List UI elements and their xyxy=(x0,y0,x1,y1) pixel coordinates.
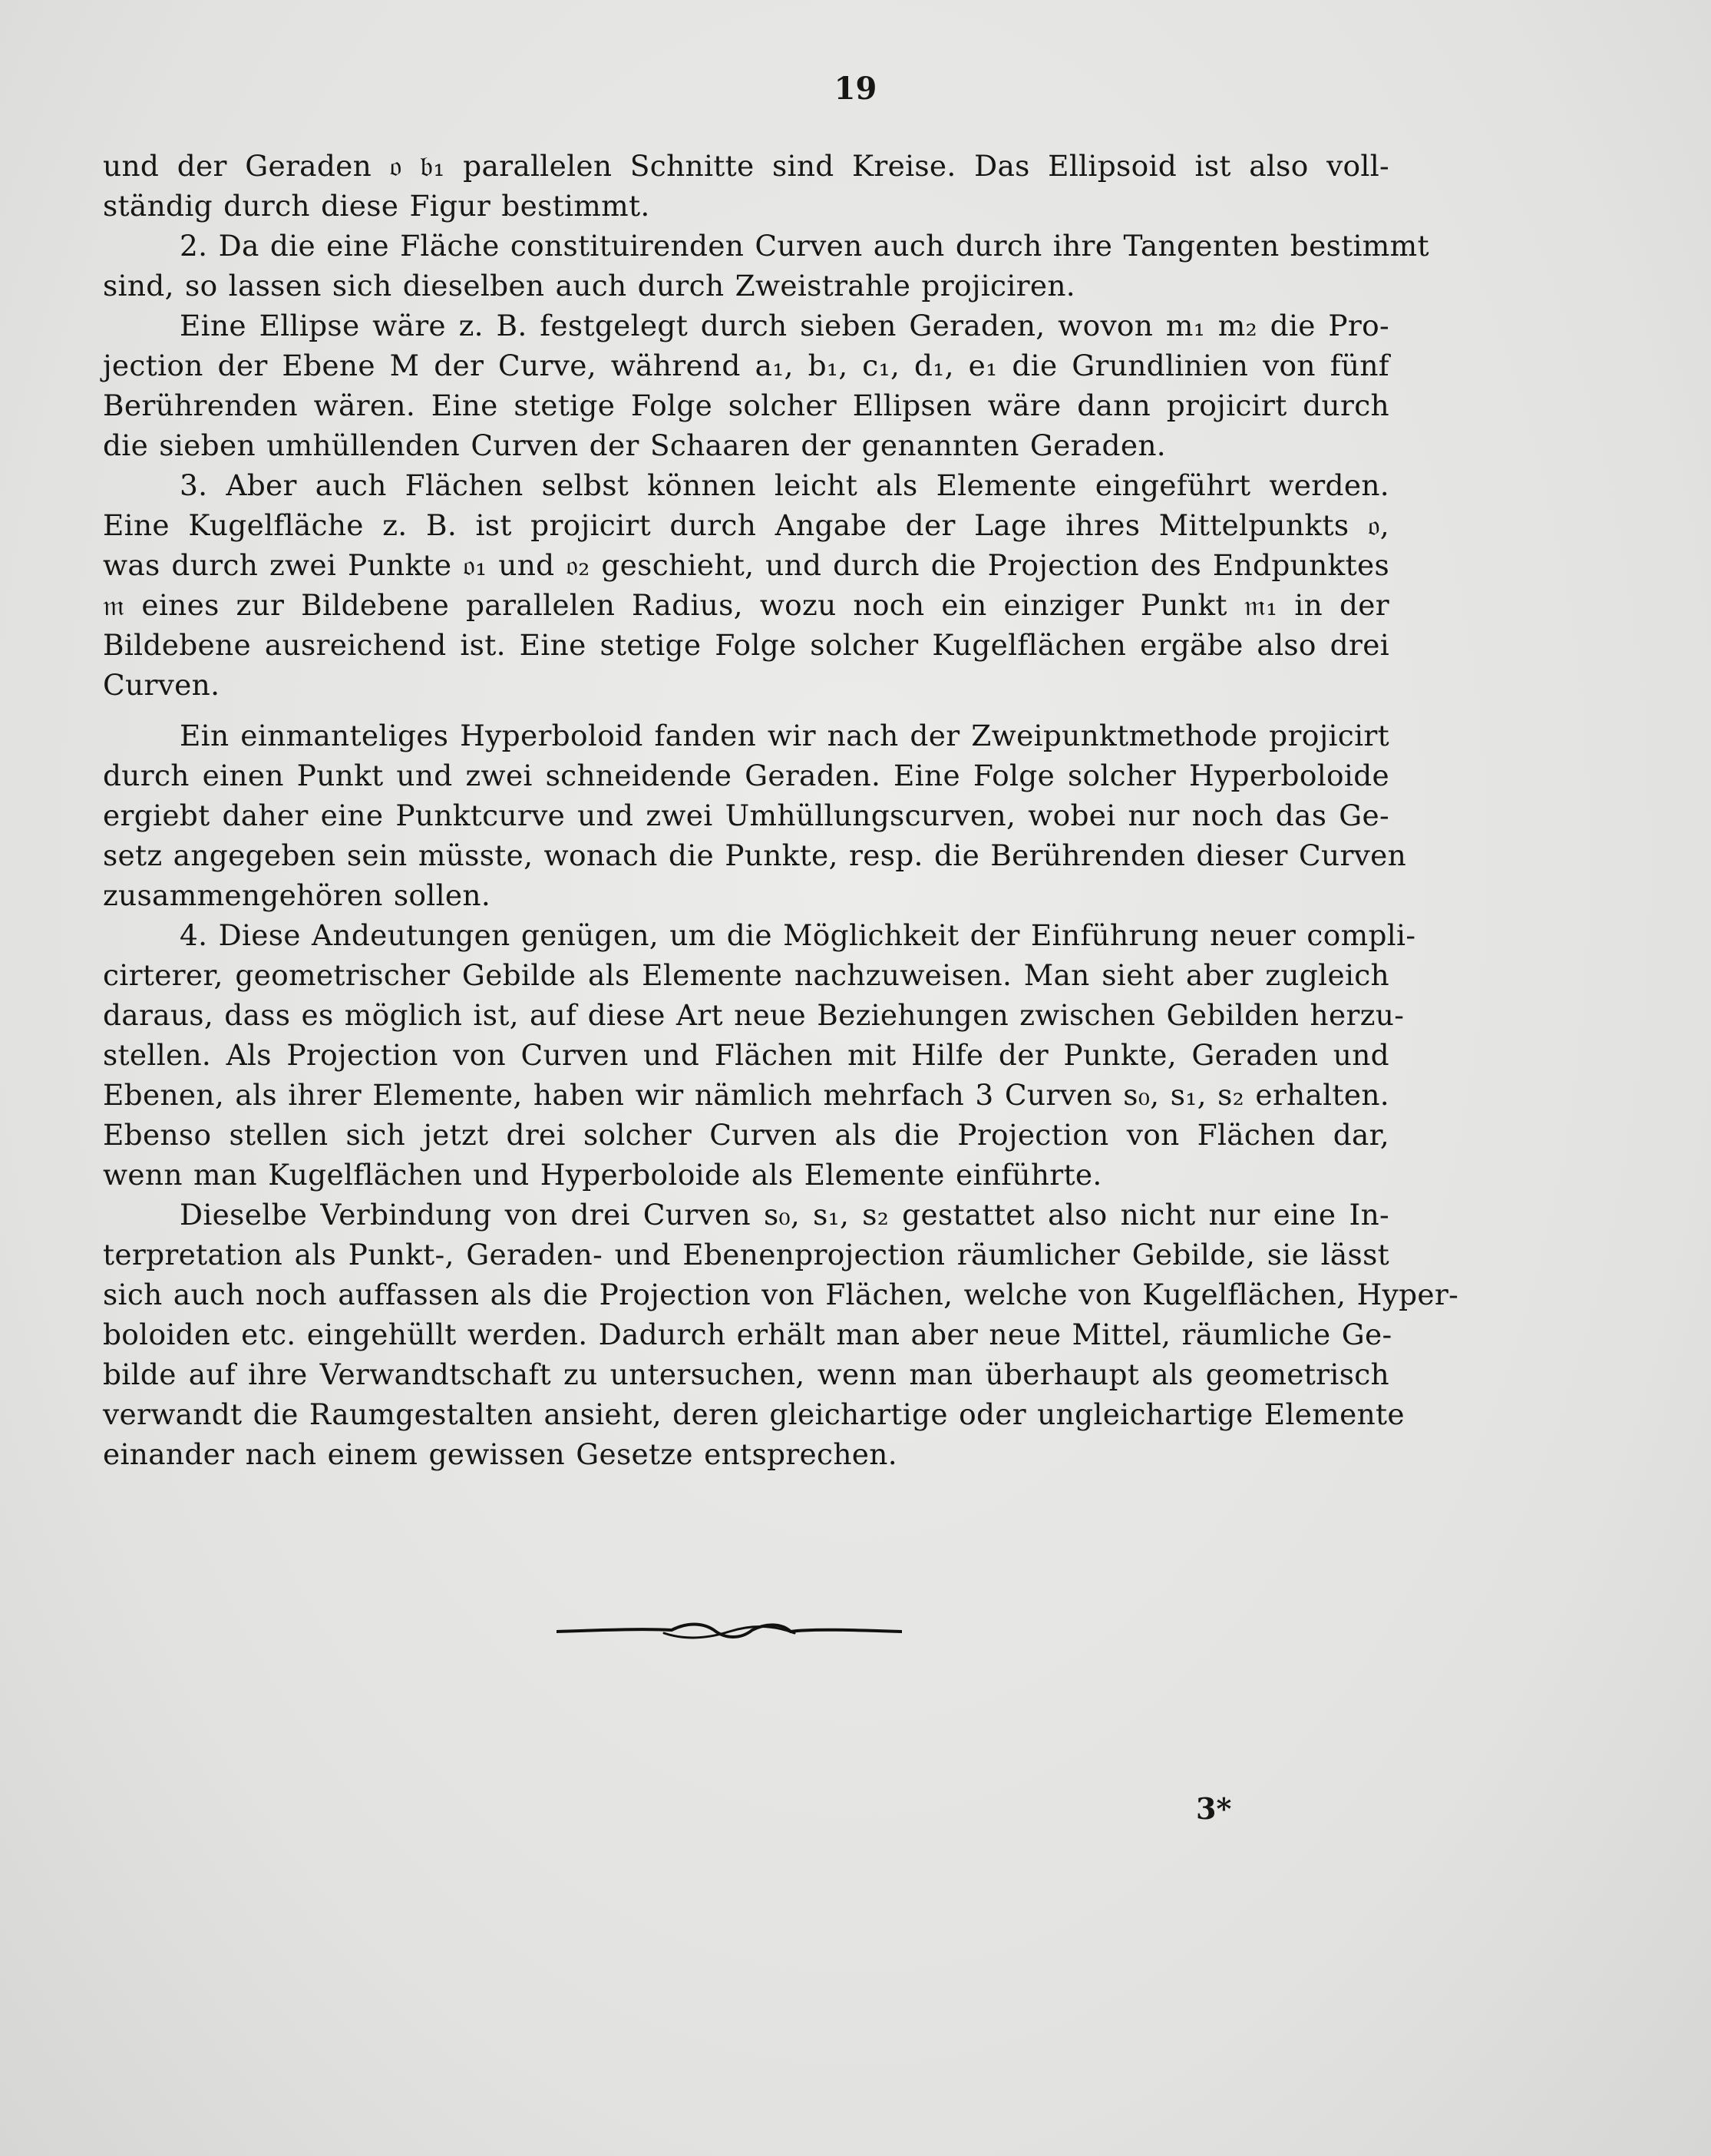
text-line: daraus, dass es möglich ist, auf diese Art neue Beziehungen zwischen Gebilden herzu- xyxy=(103,998,1405,1032)
text-line: bilde auf ihre Verwandtschaft zu untersuchen, wenn man überhaupt als geometrisch xyxy=(103,1357,1389,1391)
text-line: sind, so lassen sich dieselben auch durch Zweistrahle projiciren. xyxy=(103,269,1076,303)
body-text xyxy=(103,146,1459,1474)
text-line: jection der Ebene M der Curve, während a₁, b₁, c₁, d₁, e₁ die Grundlinien von fünf xyxy=(103,349,1389,382)
text-line: ständig durch diese Figur bestimmt. xyxy=(103,189,650,223)
text-line: sich auch noch auffassen als die Projection von Flächen, welche von Kugelflächen, Hyper- xyxy=(103,1278,1459,1311)
text-line: cirterer, geometrischer Gebilde als Elemente nachzuweisen. Man sieht aber zugleich xyxy=(103,958,1389,992)
text-line: was durch zwei Punkte 𝔬₁ und 𝔬₂ geschieht, und durch die Projection des Endpunktes xyxy=(103,548,1389,582)
text-line: Eine Kugelfläche z. B. ist projicirt durch Angabe der Lage ihres Mittelpunkts 𝔬, xyxy=(103,508,1389,542)
text-line: 3. Aber auch Flächen selbst können leicht als Elemente eingeführt werden. xyxy=(180,468,1389,502)
text-line: zusammengehören sollen. xyxy=(103,878,491,912)
text-line: und der Geraden 𝔬 𝔟₁ parallelen Schnitte sind Kreise. Das Ellipsoid ist also voll- xyxy=(103,149,1389,183)
text-line: Berührenden wären. Eine stetige Folge solcher Ellipsen wäre dann projicirt durch xyxy=(103,389,1389,422)
text-line: terpretation als Punkt-, Geraden- und Ebenenprojection räumlicher Gebilde, sie lässt xyxy=(103,1238,1389,1271)
text-line: wenn man Kugelflächen und Hyperboloide als Elemente einführte. xyxy=(103,1158,1102,1192)
paragraph-gap xyxy=(103,705,1389,716)
text-line: 4. Diese Andeutungen genügen, um die Möglichkeit der Einführung neuer compli- xyxy=(180,918,1416,952)
text-line: die sieben umhüllenden Curven der Schaaren der genannten Geraden. xyxy=(103,428,1167,462)
text-line: 𝔪 eines zur Bildebene parallelen Radius, wozu noch ein einziger Punkt 𝔪₁ in der xyxy=(103,588,1389,622)
text-line: Bildebene ausreichend ist. Eine stetige Folge solcher Kugelflächen ergäbe also drei xyxy=(103,628,1389,662)
text-line: boloiden etc. eingehüllt werden. Dadurch erhält man aber neue Mittel, räumliche Ge- xyxy=(103,1318,1392,1351)
text-line: Ebenso stellen sich jetzt drei solcher Curven als die Projection von Flächen dar, xyxy=(103,1118,1389,1152)
text-line: Ebenen, als ihrer Elemente, haben wir nämlich mehrfach 3 Curven s₀, s₁, s₂ erhalten. xyxy=(103,1078,1389,1112)
signature-mark: 3* xyxy=(1196,1791,1232,1826)
ornament-rule-icon xyxy=(557,1615,902,1648)
text-line: 2. Da die eine Fläche constituirenden Curven auch durch ihre Tangenten bestimmt xyxy=(180,229,1429,263)
text-line: Ein einmanteliges Hyperboloid fanden wir nach der Zweipunktmethode projicirt xyxy=(180,719,1389,752)
text-line: ergiebt daher eine Punktcurve und zwei Umhüllungscurven, wobei nur noch das Ge- xyxy=(103,799,1389,832)
text-line: durch einen Punkt und zwei schneidende Geraden. Eine Folge solcher Hyperboloide xyxy=(103,759,1389,792)
text-line: einander nach einem gewissen Gesetze entsprechen. xyxy=(103,1437,897,1471)
text-line: Dieselbe Verbindung von drei Curven s₀, s₁, s₂ gestattet also nicht nur eine In- xyxy=(180,1198,1389,1232)
page-number: 19 xyxy=(834,71,877,107)
text-line: stellen. Als Projection von Curven und Flächen mit Hilfe der Punkte, Geraden und xyxy=(103,1038,1389,1072)
text-line: Curven. xyxy=(103,668,220,702)
text-line: Eine Ellipse wäre z. B. festgelegt durch sieben Geraden, wovon m₁ m₂ die Pro- xyxy=(180,309,1389,342)
text-line: verwandt die Raumgestalten ansieht, deren gleichartige oder ungleichartige Elemente xyxy=(103,1397,1405,1431)
text-line: setz angegeben sein müsste, wonach die Punkte, resp. die Berührenden dieser Curven xyxy=(103,838,1407,872)
